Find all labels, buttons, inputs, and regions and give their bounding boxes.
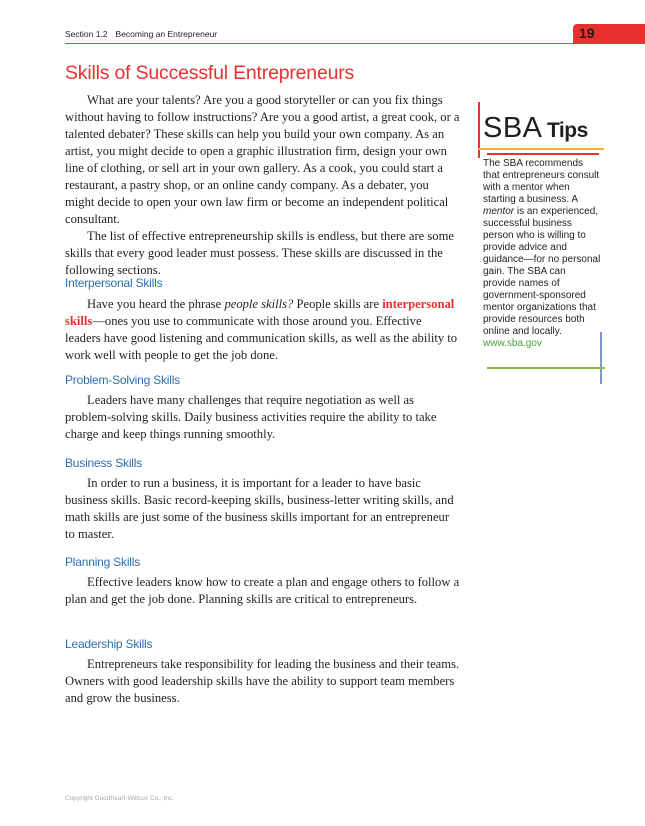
header-rule <box>65 43 585 44</box>
heading-interpersonal-skills: Interpersonal Skills <box>65 276 163 290</box>
interpersonal-paragraph <box>65 296 460 364</box>
chapter-title: Becoming an Entrepreneur <box>115 29 218 39</box>
page-title: Skills of Successful Entrepreneurs <box>65 62 355 84</box>
business-paragraph: In order to run a business, it is important for a leader to have basic business skills. Basic record-keeping skills, business-letter writing skills, and math skills are just some of the business skills important for an entrepreneur to master. <box>65 476 454 541</box>
sidebar-accent-line-green <box>487 367 605 369</box>
problem-solving-paragraph: Leaders have many challenges that require negotiation as well as problem-solving skills. Daily business activities require the ability to take charge and keep things running smoothly. <box>65 393 437 441</box>
heading-leadership-skills: Leadership Skills <box>65 637 153 651</box>
sidebar-accent-line-red-horizontal <box>487 153 599 155</box>
sba-tip-text <box>483 158 601 350</box>
intro-body <box>65 92 460 279</box>
sba-website-link[interactable]: www.sba.gov <box>483 338 542 349</box>
sba-tips-logo <box>483 112 588 142</box>
intro-paragraph-2: The list of effective entrepreneurship skills is endless, but there are some skills that every good leader must possess. These skills are discussed in the following sections. <box>65 229 454 277</box>
mentor-term: mentor <box>483 206 515 217</box>
interpersonal-text-a: Have you heard the phrase <box>87 297 225 311</box>
tips-logo-text: Tips <box>546 119 588 142</box>
heading-business-skills: Business Skills <box>65 456 143 470</box>
key-term-interpersonal-skills: interpersonal skills <box>65 297 455 328</box>
sba-tip-text-b: is an experienced, successful business person who is willing to provide advice and guidance—for no personal gain. The SBA can provide names of government-sponsored mentor organizations that provide resources both online and locally. <box>483 206 601 337</box>
interpersonal-text-c: —ones you use to communicate with those around you. Effective leaders have good listening and communication skills, as well as the ability to work well with people to get the job done. <box>65 314 458 362</box>
page-header <box>0 0 645 44</box>
page-number: 19 <box>579 25 595 41</box>
heading-planning-skills: Planning Skills <box>65 555 141 569</box>
interpersonal-text-b: People skills are <box>293 297 383 311</box>
leadership-paragraph: Entrepreneurs take responsibility for leading the business and their teams. Owners with good leadership skills have the ability to support team members and grow the business. <box>65 657 460 705</box>
sidebar-accent-line-blue <box>600 332 602 384</box>
leadership-body <box>65 656 460 707</box>
section-label: Section 1.2 <box>65 29 108 39</box>
planning-body <box>65 574 460 608</box>
sba-logo-text: SBA <box>483 112 543 144</box>
people-skills-phrase: people skills? <box>224 297 294 311</box>
interpersonal-body <box>65 296 460 364</box>
sba-tip-text-a: The SBA recommends that entrepreneurs consult with a mentor when starting a business. A <box>483 158 600 205</box>
intro-paragraph-1: What are your talents? Are you a good storyteller or can you fix things without having to follow instructions? Are you a good artist, a great cook, or a talented debater? These skills can help you build your own company. As an artist, you might decide to open a graphic illustration firm, design your own line of clothing, or sell art in your own gallery. As a cook, you could start a restaurant, a pastry shop, or an online candy company. As a debater, you might decide to open your own law firm or become an independent political consultant. <box>65 93 460 226</box>
heading-problem-solving-skills: Problem-Solving Skills <box>65 373 180 387</box>
problem-solving-body <box>65 392 460 443</box>
planning-paragraph: Effective leaders know how to create a plan and engage others to follow a plan and get the job done. Planning skills are critical to entrepreneurs. <box>65 575 460 606</box>
copyright-footer: Copyright Goodheart-Willcox Co., Inc. <box>65 795 175 802</box>
running-header <box>65 29 217 39</box>
sidebar-accent-line-yellow <box>478 148 604 150</box>
business-body <box>65 475 460 543</box>
